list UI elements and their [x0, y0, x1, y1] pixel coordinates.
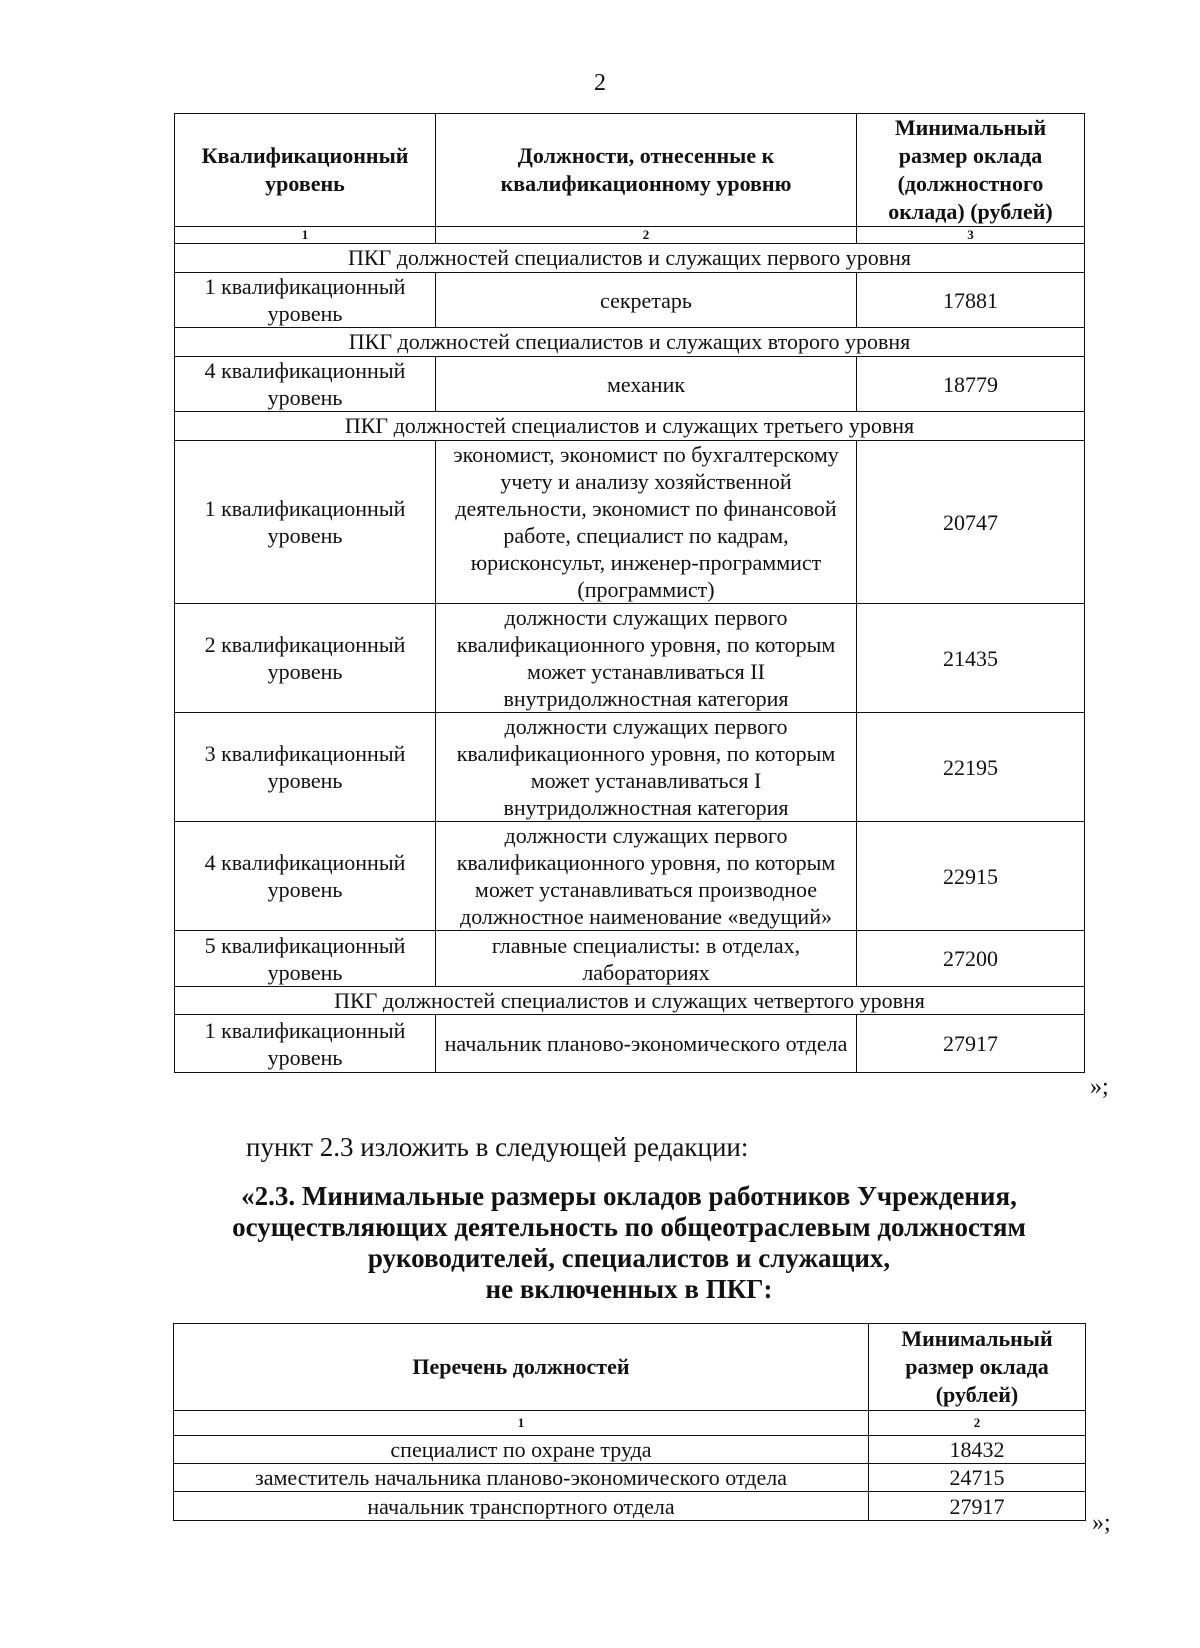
positions-cell: должности служащих первого квалификационного уровня, по которым может устанавливаться производное должностное наименование «ведущий» [436, 822, 857, 931]
header-salary: Минимальный размер оклада (рублей) [869, 1324, 1086, 1411]
group-title: ПКГ должностей специалистов и служащих второго уровня [175, 328, 1085, 357]
level-cell: 4 квалификационный уровень [175, 357, 436, 412]
level-cell: 1 квалификационный уровень [175, 1015, 436, 1073]
page-number: 2 [594, 70, 606, 96]
group-row [175, 244, 1085, 273]
table-row [175, 273, 1085, 328]
heading-line: осуществляющих деятельность по общеотраслевым должностям [232, 1212, 1026, 1242]
salary-cell: 24715 [869, 1464, 1086, 1492]
heading-line: «2.3. Минимальные размеры окладов работников Учреждения, [241, 1181, 1017, 1211]
salary-cell: 21435 [857, 604, 1085, 713]
column-number-row [174, 1411, 1086, 1436]
salary-table-pkg [174, 113, 1085, 1073]
group-row [175, 412, 1085, 441]
table-row [174, 1464, 1086, 1492]
table-row [175, 604, 1085, 713]
header-level: Квалификационный уровень [175, 114, 436, 227]
amendment-text: пункт 2.3 изложить в следующей редакции: [246, 1132, 749, 1162]
level-cell: 3 квалификационный уровень [175, 713, 436, 822]
header-positions: Должности, отнесенные к квалификационному уровню [436, 114, 857, 227]
group-title: ПКГ должностей специалистов и служащих третьего уровня [175, 412, 1085, 441]
table-header-row [174, 1324, 1086, 1411]
header-salary: Минимальный размер оклада (должностного оклада) (рублей) [857, 114, 1085, 227]
table-header-row [175, 114, 1085, 227]
salary-cell: 17881 [857, 273, 1085, 328]
salary-cell: 22915 [857, 822, 1085, 931]
level-cell: 5 квалификационный уровень [175, 931, 436, 987]
positions-cell: должности служащих первого квалификационного уровня, по которым может устанавливаться II внутридолжностная категория [436, 604, 857, 713]
positions-cell: начальник планово-экономического отдела [436, 1015, 857, 1073]
closing-quote: »; [1092, 1510, 1111, 1536]
column-number: 2 [436, 227, 857, 244]
closing-quote: »; [1090, 1074, 1109, 1100]
column-number-row [175, 227, 1085, 244]
table-row [175, 357, 1085, 412]
positions-cell: механик [436, 357, 857, 412]
positions-cell: главные специалисты: в отделах, лабораториях [436, 931, 857, 987]
section-heading [174, 1181, 1084, 1305]
column-number: 2 [869, 1411, 1086, 1436]
table-row [175, 713, 1085, 822]
position-cell: начальник транспортного отдела [174, 1492, 869, 1521]
header-positions-list: Перечень должностей [174, 1324, 869, 1411]
level-cell: 1 квалификационный уровень [175, 273, 436, 328]
heading-line: руководителей, специалистов и служащих, [367, 1243, 891, 1273]
heading-line: не включенных в ПКГ: [485, 1274, 773, 1304]
positions-cell: должности служащих первого квалификационного уровня, по которым может устанавливаться I внутридолжностная категория [436, 713, 857, 822]
table-row [175, 822, 1085, 931]
position-cell: специалист по охране труда [174, 1436, 869, 1464]
group-row [175, 328, 1085, 357]
salary-cell: 18779 [857, 357, 1085, 412]
salary-table-non-pkg [173, 1323, 1086, 1521]
salary-cell: 27917 [857, 1015, 1085, 1073]
table-row [175, 1015, 1085, 1073]
salary-cell: 27917 [869, 1492, 1086, 1521]
positions-cell: секретарь [436, 273, 857, 328]
table-row [174, 1492, 1086, 1521]
position-cell: заместитель начальника планово-экономического отдела [174, 1464, 869, 1492]
column-number: 1 [175, 227, 436, 244]
salary-cell: 27200 [857, 931, 1085, 987]
column-number: 3 [857, 227, 1085, 244]
salary-cell: 20747 [857, 441, 1085, 604]
table-row [174, 1436, 1086, 1464]
level-cell: 4 квалификационный уровень [175, 822, 436, 931]
group-row [175, 987, 1085, 1015]
group-title: ПКГ должностей специалистов и служащих первого уровня [175, 244, 1085, 273]
group-title: ПКГ должностей специалистов и служащих четвертого уровня [175, 987, 1085, 1015]
salary-cell: 22195 [857, 713, 1085, 822]
salary-cell: 18432 [869, 1436, 1086, 1464]
table-row [175, 441, 1085, 604]
level-cell: 2 квалификационный уровень [175, 604, 436, 713]
level-cell: 1 квалификационный уровень [175, 441, 436, 604]
column-number: 1 [174, 1411, 869, 1436]
positions-cell: экономист, экономист по бухгалтерскому учету и анализу хозяйственной деятельности, экономист по финансовой работе, специалист по кадрам, юрисконсульт, инженер-программист (программист) [436, 441, 857, 604]
table-row [175, 931, 1085, 987]
